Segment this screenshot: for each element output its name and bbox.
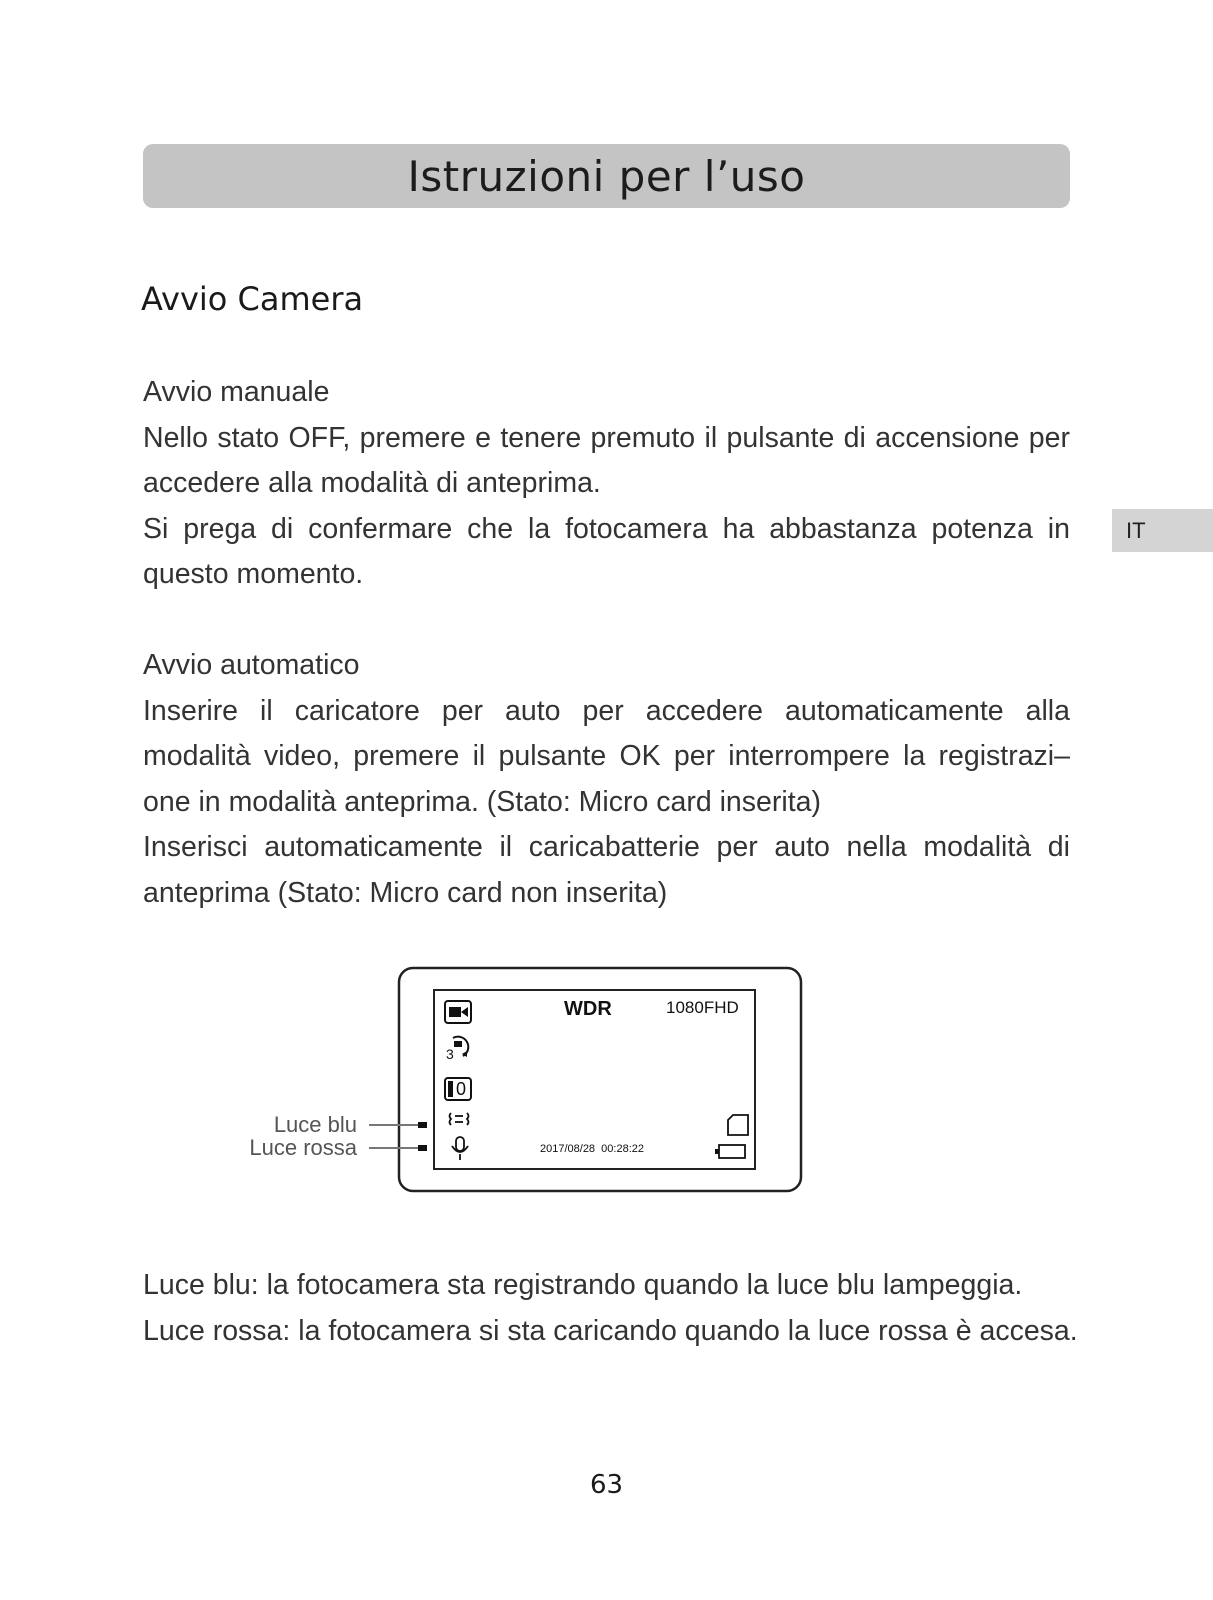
- lights-block: [143, 1263, 1103, 1354]
- sd-card-icon: [728, 1115, 748, 1135]
- blue-led: [418, 1122, 427, 1128]
- wdr-label: WDR: [564, 998, 612, 1020]
- resolution-label: 1080FHD: [666, 998, 739, 1017]
- motion-detection-icon: [450, 1113, 469, 1125]
- red-led: [418, 1145, 427, 1151]
- battery-icon: [715, 1145, 745, 1158]
- datetime-label: 2017/08/28 00:28:22: [540, 1143, 644, 1155]
- label-blue-light: Luce blu: [273, 1112, 357, 1137]
- page-number: 63: [589, 1470, 624, 1500]
- exposure-value-label: 0: [456, 1079, 467, 1099]
- label-red-light: Luce rossa: [249, 1135, 357, 1160]
- auto-start-heading: Avvio automatico: [143, 649, 360, 681]
- manual-start-para-2: Si prega di confermare che la fotocamera ha abbastanza potenza in questo momento.: [143, 512, 1070, 590]
- language-tab-label: IT: [1126, 517, 1146, 543]
- manual-start-heading: Avvio manuale: [143, 376, 330, 408]
- red-light-description: Luce rossa: la fotocamera si sta caricando quando la luce rossa è accesa.: [143, 1314, 1078, 1347]
- manual-start-para-1: Nello stato OFF, premere e tenere premuto il pulsante di accensione per accedere alla modalità di anteprima.: [143, 421, 1070, 499]
- video-camera-icon: [445, 1001, 471, 1023]
- microphone-icon: [452, 1137, 468, 1160]
- loop-count-label: 3: [446, 1046, 454, 1062]
- loop-recording-icon: [453, 1037, 468, 1057]
- blue-light-description: Luce blu: la fotocamera sta registrando quando la luce blu lampeggia.: [143, 1269, 1023, 1301]
- page-title: Istruzioni per l’uso: [407, 151, 806, 201]
- auto-start-para-2: Inserisci automaticamente il caricabatterie per auto nella modalità di anteprima (Stato: Micro card non inserita): [143, 831, 1070, 909]
- auto-start-para-1: Inserire il caricatore per auto per accedere automaticamente alla modalità video, premere il pulsante OK per interrompere la registrazi– one in modalità anteprima. (Stato: Micro card inserita): [143, 694, 1070, 818]
- section-title: Avvio Camera: [141, 280, 364, 318]
